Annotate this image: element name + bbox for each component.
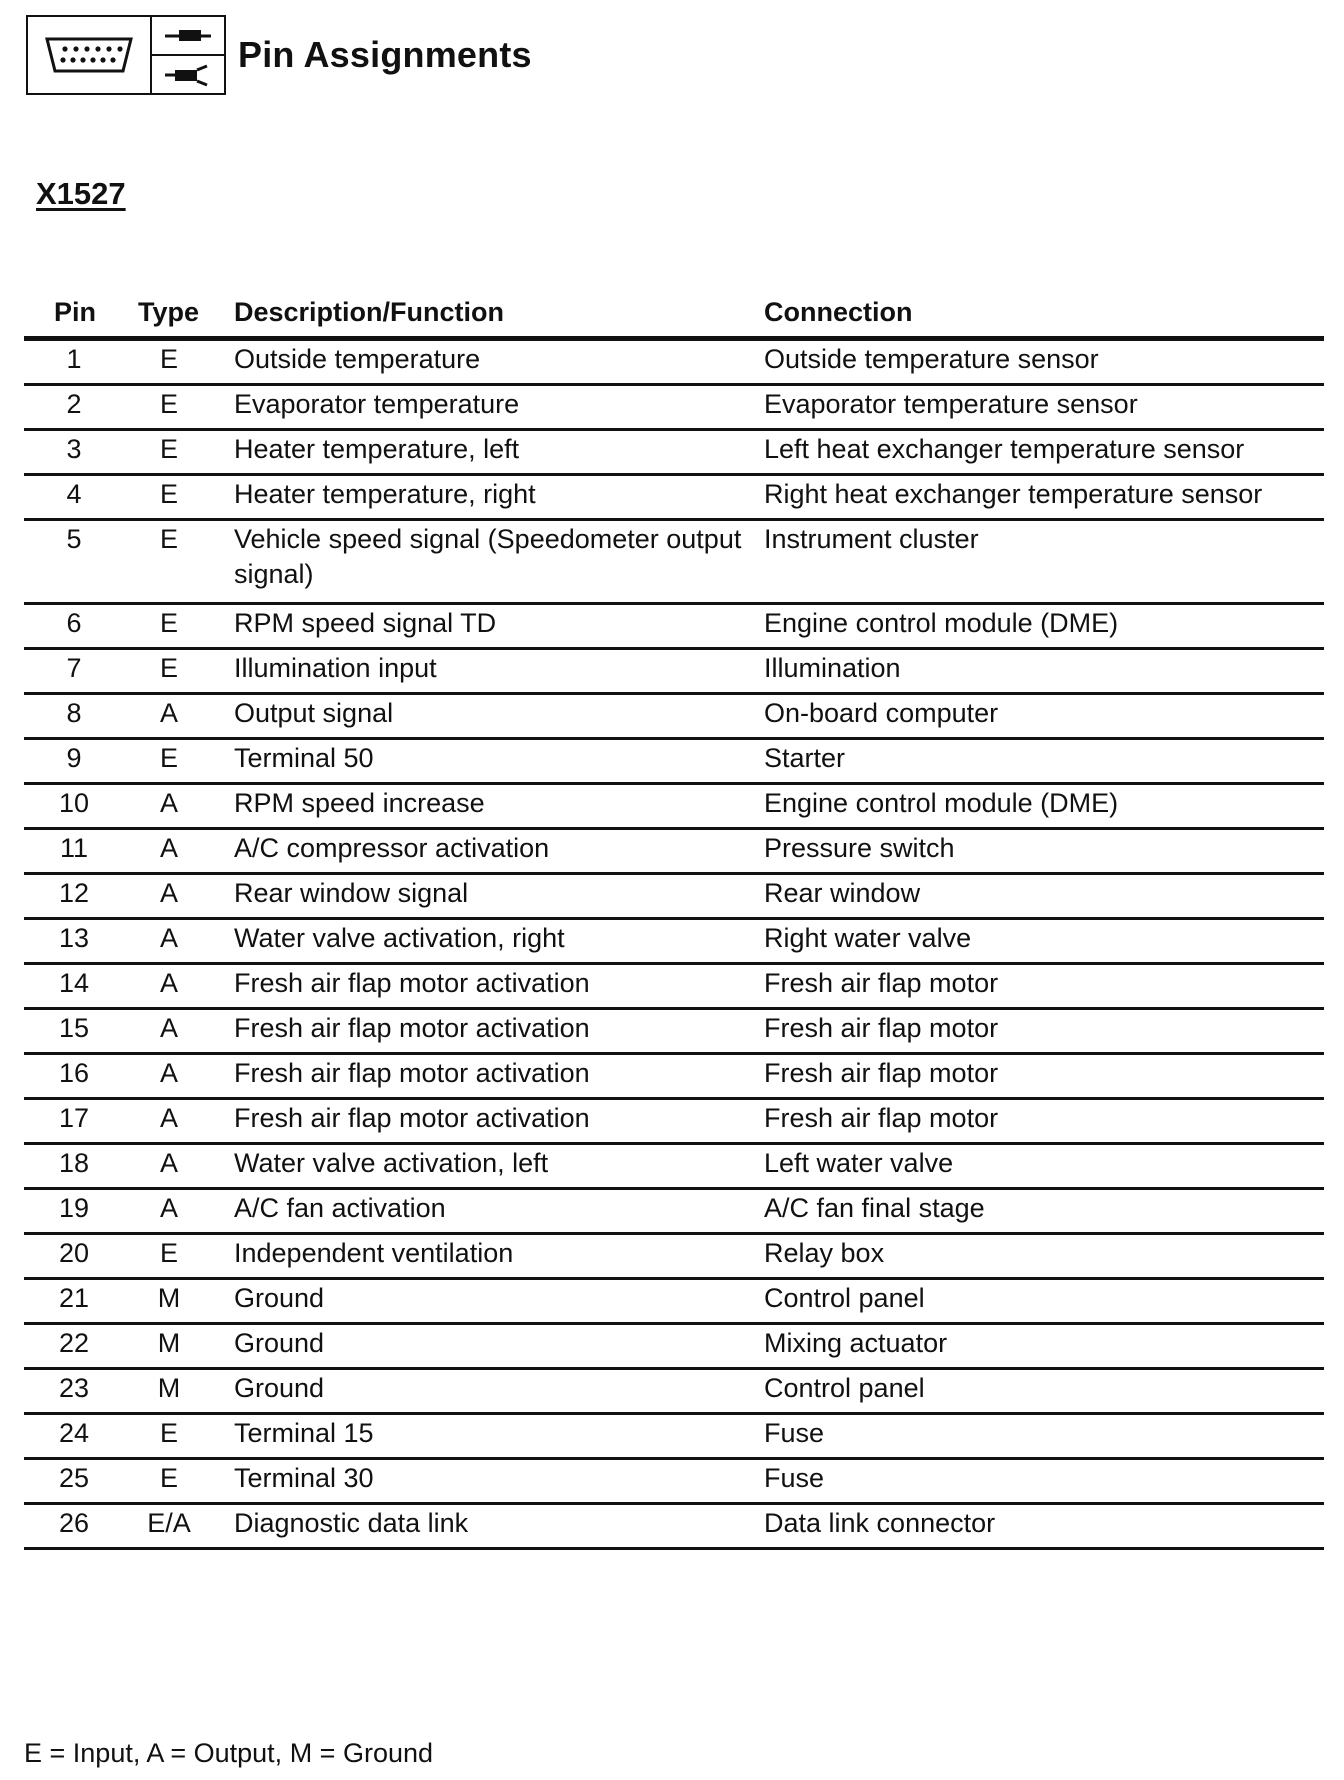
pin-cell: 3 bbox=[66, 434, 82, 464]
connection-cell: Control panel bbox=[764, 1373, 925, 1403]
table-row bbox=[24, 875, 1324, 920]
pin-cell: 18 bbox=[58, 1148, 90, 1178]
connection-cell: Instrument cluster bbox=[764, 524, 979, 554]
description-cell: A/C fan activation bbox=[234, 1193, 446, 1223]
connection-cell: Engine control module (DME) bbox=[764, 788, 1119, 818]
connection-cell: Rear window bbox=[764, 878, 921, 908]
description-cell: Ground bbox=[234, 1283, 325, 1313]
connection-cell: Left heat exchanger temperature sensor bbox=[764, 434, 1245, 464]
description-cell: Diagnostic data link bbox=[234, 1508, 469, 1538]
table-row bbox=[24, 431, 1324, 476]
connection-cell: Relay box bbox=[764, 1238, 885, 1268]
type-cell: E bbox=[159, 1418, 178, 1448]
pin-cell: 21 bbox=[58, 1283, 90, 1313]
pin-cell: 6 bbox=[66, 608, 82, 638]
pin-output-icon bbox=[152, 17, 224, 56]
table-row bbox=[24, 740, 1324, 785]
description-cell: Vehicle speed signal (Speedometer output signal) bbox=[234, 524, 742, 589]
type-cell: E bbox=[159, 434, 178, 464]
table-row bbox=[24, 1370, 1324, 1415]
pin-cell: 17 bbox=[58, 1103, 90, 1133]
description-cell: Terminal 15 bbox=[234, 1418, 374, 1448]
description-cell: Outside temperature bbox=[234, 344, 481, 374]
description-cell: Rear window signal bbox=[234, 878, 469, 908]
pin-input-icon bbox=[152, 56, 224, 93]
type-cell: A bbox=[159, 923, 178, 953]
page-title: Pin Assignments bbox=[238, 34, 532, 75]
connection-cell: On-board computer bbox=[764, 698, 999, 728]
pin-cell: 12 bbox=[58, 878, 90, 908]
pin-cell: 2 bbox=[66, 389, 82, 419]
type-cell: A bbox=[159, 1193, 178, 1223]
type-cell: M bbox=[157, 1283, 181, 1313]
pin-cell: 10 bbox=[58, 788, 90, 818]
type-cell: E bbox=[159, 608, 178, 638]
pin-cell: 26 bbox=[58, 1508, 90, 1538]
pin-cell: 7 bbox=[66, 653, 82, 683]
type-cell: E bbox=[159, 1238, 178, 1268]
description-cell: Independent ventilation bbox=[234, 1238, 514, 1268]
type-cell: A bbox=[159, 698, 178, 728]
column-header-pin: Pin bbox=[54, 296, 97, 327]
connection-cell: Data link connector bbox=[764, 1508, 996, 1538]
connection-cell: A/C fan final stage bbox=[764, 1193, 985, 1223]
pin-cell: 23 bbox=[58, 1373, 90, 1403]
table-row bbox=[24, 830, 1324, 875]
connection-cell: Fuse bbox=[764, 1463, 825, 1493]
connection-cell: Right water valve bbox=[764, 923, 972, 953]
column-header-type: Type bbox=[138, 296, 200, 327]
type-cell: E bbox=[159, 524, 178, 554]
type-cell: E bbox=[159, 344, 178, 374]
page-header bbox=[26, 14, 532, 96]
legend: E = Input, A = Output, M = Ground bbox=[24, 1738, 434, 1768]
pin-cell: 8 bbox=[66, 698, 82, 728]
connection-cell: Left water valve bbox=[764, 1148, 954, 1178]
description-cell: RPM speed signal TD bbox=[234, 608, 497, 638]
description-cell: Ground bbox=[234, 1328, 325, 1358]
description-cell: Fresh air flap motor activation bbox=[234, 1103, 590, 1133]
pin-cell: 5 bbox=[66, 524, 82, 554]
type-cell: E bbox=[159, 389, 178, 419]
table-row bbox=[24, 1280, 1324, 1325]
table-row bbox=[24, 1325, 1324, 1370]
connector-id: X1527 bbox=[36, 176, 126, 211]
pin-cell: 11 bbox=[59, 833, 89, 863]
type-cell: E bbox=[159, 1463, 178, 1493]
connection-cell: Evaporator temperature sensor bbox=[764, 389, 1138, 419]
type-cell: E/A bbox=[147, 1508, 191, 1538]
description-cell: Fresh air flap motor activation bbox=[234, 1013, 590, 1043]
connection-cell: Mixing actuator bbox=[764, 1328, 948, 1358]
table-header bbox=[24, 288, 1324, 341]
connection-cell: Fresh air flap motor bbox=[764, 968, 999, 998]
connection-cell: Outside temperature sensor bbox=[764, 344, 1099, 374]
table-row bbox=[24, 1235, 1324, 1280]
table-row bbox=[24, 650, 1324, 695]
pin-cell: 24 bbox=[58, 1418, 90, 1448]
type-cell: A bbox=[159, 878, 178, 908]
pin-cell: 4 bbox=[66, 479, 82, 509]
connection-cell: Fresh air flap motor bbox=[764, 1013, 999, 1043]
description-cell: Water valve activation, right bbox=[234, 923, 565, 953]
description-cell: Heater temperature, left bbox=[234, 434, 520, 464]
table-row bbox=[24, 386, 1324, 431]
type-cell: E bbox=[159, 479, 178, 509]
connection-cell: Fuse bbox=[764, 1418, 825, 1448]
description-cell: Terminal 50 bbox=[234, 743, 374, 773]
pin-table bbox=[24, 288, 1324, 1550]
description-cell: Terminal 30 bbox=[234, 1463, 374, 1493]
table-body bbox=[24, 341, 1324, 1550]
table-row bbox=[24, 1505, 1324, 1550]
description-cell: Evaporator temperature bbox=[234, 389, 520, 419]
type-cell: A bbox=[159, 788, 178, 818]
connection-cell: Fresh air flap motor bbox=[764, 1103, 999, 1133]
column-header-connection: Connection bbox=[764, 296, 913, 327]
pin-cell: 14 bbox=[58, 968, 90, 998]
connection-cell: Fresh air flap motor bbox=[764, 1058, 999, 1088]
type-cell: E bbox=[159, 743, 178, 773]
table-row bbox=[24, 785, 1324, 830]
type-cell: A bbox=[159, 833, 178, 863]
pin-cell: 15 bbox=[58, 1013, 90, 1043]
type-cell: A bbox=[159, 1148, 178, 1178]
pin-cell: 22 bbox=[58, 1328, 90, 1358]
connection-cell: Control panel bbox=[764, 1283, 925, 1313]
description-cell: Illumination input bbox=[234, 653, 437, 683]
connection-cell: Pressure switch bbox=[764, 833, 955, 863]
description-cell: Water valve activation, left bbox=[234, 1148, 549, 1178]
table-row bbox=[24, 605, 1324, 650]
type-cell: M bbox=[157, 1373, 181, 1403]
pin-input-output-icon bbox=[152, 17, 224, 93]
description-cell: Heater temperature, right bbox=[234, 479, 536, 509]
connection-cell: Illumination bbox=[764, 653, 901, 683]
column-header-description: Description/Function bbox=[234, 296, 504, 327]
connection-cell: Starter bbox=[764, 743, 846, 773]
connection-cell: Right heat exchanger temperature sensor bbox=[764, 479, 1263, 509]
pin-cell: 20 bbox=[58, 1238, 90, 1268]
description-cell: A/C compressor activation bbox=[234, 833, 550, 863]
table-row bbox=[24, 1190, 1324, 1235]
pin-cell: 1 bbox=[66, 344, 82, 374]
type-cell: M bbox=[157, 1328, 181, 1358]
table-row bbox=[24, 341, 1324, 386]
pin-cell: 19 bbox=[58, 1193, 90, 1223]
table-row bbox=[24, 965, 1324, 1010]
table-row bbox=[24, 695, 1324, 740]
connector-icon bbox=[28, 17, 152, 93]
table-row bbox=[24, 920, 1324, 965]
table-row bbox=[24, 1460, 1324, 1505]
description-cell: Ground bbox=[234, 1373, 325, 1403]
table-row bbox=[24, 1010, 1324, 1055]
pin-cell: 25 bbox=[58, 1463, 90, 1493]
type-cell: A bbox=[159, 1103, 178, 1133]
pin-cell: 13 bbox=[58, 923, 90, 953]
pin-cell: 16 bbox=[58, 1058, 90, 1088]
table-row bbox=[24, 1055, 1324, 1100]
description-cell: Fresh air flap motor activation bbox=[234, 968, 590, 998]
table-row bbox=[24, 1415, 1324, 1460]
description-cell: Fresh air flap motor activation bbox=[234, 1058, 590, 1088]
type-cell: A bbox=[159, 1058, 178, 1088]
icon-box bbox=[26, 15, 226, 95]
pin-cell: 9 bbox=[66, 743, 82, 773]
type-cell: E bbox=[159, 653, 178, 683]
type-cell: A bbox=[159, 1013, 178, 1043]
table-row bbox=[24, 1100, 1324, 1145]
description-cell: Output signal bbox=[234, 698, 394, 728]
type-cell: A bbox=[159, 968, 178, 998]
description-cell: RPM speed increase bbox=[234, 788, 485, 818]
connection-cell: Engine control module (DME) bbox=[764, 608, 1119, 638]
table-row bbox=[24, 521, 1324, 605]
table-row bbox=[24, 476, 1324, 521]
table-row bbox=[24, 1145, 1324, 1190]
